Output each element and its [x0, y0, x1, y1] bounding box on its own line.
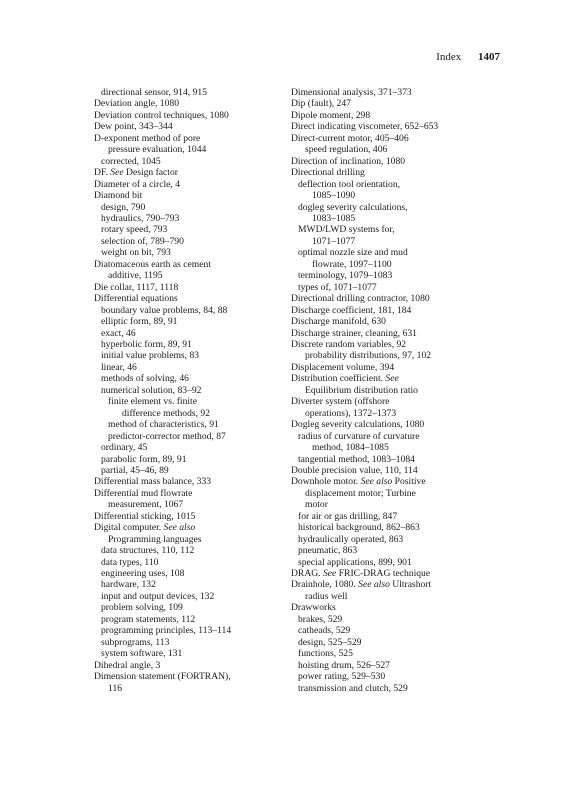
- index-entry-text: Direction of inclination, 1080: [291, 155, 406, 167]
- index-entry-text: flowrate, 1097–1100: [312, 258, 392, 270]
- index-entry: [94, 224, 284, 235]
- index-entry: [94, 579, 284, 590]
- index-entry-text: Downhole motor.: [291, 476, 361, 488]
- index-entry: [291, 431, 491, 442]
- index-entry-text: selection of, 789–790: [101, 235, 184, 247]
- index-entry-text: Differential mud flowrate: [94, 487, 193, 499]
- index-entry-text: transmission and clutch, 529: [298, 682, 408, 694]
- index-entry-text: Equilibrium distribution ratio: [305, 384, 418, 396]
- index-entry: [94, 305, 284, 316]
- index-entry-text: Discharge manifold, 630: [291, 316, 386, 328]
- index-entry-text: Dimensional analysis, 371–373: [291, 87, 412, 98]
- index-entry-text: Distribution coefficient.: [291, 373, 386, 385]
- index-entry: [94, 671, 284, 682]
- index-entry: [94, 247, 284, 258]
- index-entry: [94, 110, 284, 121]
- index-entry-text: hydraulics, 790–793: [101, 212, 180, 224]
- index-entry-text: design, 525–529: [298, 636, 362, 648]
- index-entry: [291, 579, 491, 590]
- page-number: 1407: [478, 51, 500, 63]
- index-entry: [291, 419, 491, 430]
- index-entry-text: Displacement volume, 394: [291, 361, 395, 373]
- index-entry: [291, 328, 491, 339]
- index-entry-text: Discharge strainer, cleaning, 631: [291, 327, 417, 339]
- index-entry-text: Dimension statement (FORTRAN),: [94, 671, 231, 683]
- index-entry-text: Diverter system (offshore: [291, 396, 390, 408]
- index-entry: [291, 602, 491, 613]
- index-entry-text: Differential mass balance, 333: [94, 476, 212, 488]
- index-entry-text: speed regulation, 406: [305, 144, 388, 156]
- index-entry-text: finite element vs. finite: [108, 396, 197, 408]
- index-entry-text: Double precision value, 110, 114: [291, 464, 418, 476]
- index-entry-text: input and output devices, 132: [101, 590, 215, 602]
- index-entry: [291, 373, 491, 384]
- index-entry: [94, 476, 284, 487]
- index-entry-text: exact, 46: [101, 327, 136, 339]
- index-entry: [291, 625, 491, 636]
- index-entry: [291, 133, 491, 144]
- index-entry: [291, 282, 491, 293]
- index-entry-text: operations), 1372–1373: [305, 407, 397, 419]
- index-entry: [94, 362, 284, 373]
- index-entry: [94, 282, 284, 293]
- index-entry-text: hoisting drum, 526–527: [298, 659, 390, 671]
- index-entry-text: for air or gas drilling, 847: [298, 510, 398, 522]
- index-entry: [291, 534, 491, 545]
- index-entry: [291, 442, 491, 453]
- index-entry-text: special applications, 899, 901: [298, 556, 412, 568]
- index-entry: [94, 683, 284, 694]
- index-entry-text: deflection tool orientation,: [298, 178, 401, 190]
- index-entry-text: functions, 525: [298, 648, 353, 660]
- index-entry: [291, 408, 491, 419]
- index-entry-text: difference methods, 92: [122, 407, 211, 419]
- index-entry: [94, 648, 284, 659]
- index-entry-text: 1071–1077: [312, 235, 356, 247]
- index-entry-text: radius well: [305, 590, 348, 602]
- index-entry: [94, 270, 284, 281]
- index-entry-text: numerical solution, 83–92: [101, 384, 202, 396]
- index-entry: [291, 591, 491, 602]
- cross-reference-target: FRIC-DRAG technique: [336, 568, 431, 580]
- index-entry-text: additive, 1195: [108, 270, 163, 282]
- index-entry: [94, 522, 284, 533]
- index-entry: [94, 637, 284, 648]
- index-entry-text: Discrete random variables, 92: [291, 338, 407, 350]
- index-entry-text: Diatomaceous earth as cement: [94, 258, 211, 270]
- index-entry: [291, 316, 491, 327]
- index-entry-text: 116: [108, 682, 123, 694]
- cross-reference-label: See also: [360, 476, 393, 488]
- index-entry: [291, 350, 491, 361]
- index-entry: [94, 396, 284, 407]
- cross-reference-label: See: [110, 167, 124, 179]
- index-entry: [94, 144, 284, 155]
- index-entry-text: DF.: [94, 167, 111, 179]
- index-entry: [291, 671, 491, 682]
- index-entry-text: ordinary, 45: [101, 442, 148, 454]
- index-entry-text: motor: [305, 499, 328, 511]
- index-entry: [291, 568, 491, 579]
- index-entry: [94, 511, 284, 522]
- index-entry: [94, 408, 284, 419]
- index-entry: [94, 454, 284, 465]
- index-entry-text: tangential method, 1083–1084: [298, 453, 415, 465]
- index-entry: [94, 660, 284, 671]
- index-entry-text: design, 790: [101, 201, 146, 213]
- index-entry-text: Die collar, 1117, 1118: [94, 281, 179, 293]
- cross-reference-label: See also: [358, 579, 390, 591]
- cross-reference-target: Design factor: [123, 167, 178, 179]
- index-entry: [94, 121, 284, 132]
- index-entry: [94, 431, 284, 442]
- index-entry-text: MWD/LWD systems for,: [298, 224, 395, 236]
- index-entry: [94, 179, 284, 190]
- index-entry: [291, 98, 491, 109]
- index-entry: [291, 362, 491, 373]
- index-entry: [94, 385, 284, 396]
- running-head: Index: [436, 51, 462, 63]
- index-entry-text: types of, 1071–1077: [298, 281, 377, 293]
- index-entry: [291, 637, 491, 648]
- index-entry: [94, 236, 284, 247]
- index-entry-text: hardware, 132: [101, 579, 156, 591]
- index-entry-text: rotary speed, 793: [101, 224, 168, 236]
- index-entry-text: Differential equations: [94, 293, 178, 305]
- index-entry-text: terminology, 1079–1083: [298, 270, 393, 282]
- index-entry: [94, 488, 284, 499]
- index-entry: [94, 316, 284, 327]
- index-entry: [291, 259, 491, 270]
- index-entry: [94, 602, 284, 613]
- index-entry-text: Dipole moment, 298: [291, 109, 371, 121]
- index-entry: [94, 98, 284, 109]
- index-entry-text: 1085–1090: [312, 190, 356, 202]
- index-entry: [291, 396, 491, 407]
- index-entry: [94, 499, 284, 510]
- index-entry: [94, 373, 284, 384]
- index-entry-text: optimal nozzle size and mud: [298, 247, 408, 259]
- index-entry: [291, 511, 491, 522]
- index-entry-text: engineering uses, 108: [101, 568, 185, 580]
- index-entry-text: boundary value problems, 84, 88: [101, 304, 228, 316]
- cross-reference-target: Ultrashort: [389, 579, 432, 591]
- index-entry-text: method of characteristics, 91: [108, 419, 219, 431]
- index-entry: [94, 591, 284, 602]
- index-entry-text: problem solving, 109: [101, 602, 183, 614]
- index-entry-text: power rating, 529–530: [298, 671, 386, 683]
- index-entry: [94, 350, 284, 361]
- index-entry: [291, 202, 491, 213]
- index-entry: [291, 293, 491, 304]
- index-entry-text: hydraulically operated, 863: [298, 533, 404, 545]
- index-entry: [94, 213, 284, 224]
- index-entry-text: DRAG.: [291, 568, 323, 580]
- index-entry-text: probability distributions, 97, 102: [305, 350, 432, 362]
- index-entry-text: measurement, 1067: [108, 499, 184, 511]
- index-entry: [291, 385, 491, 396]
- index-entry-text: programming principles, 113–114: [101, 625, 232, 637]
- index-entry: [94, 442, 284, 453]
- index-entry-text: linear, 46: [101, 361, 137, 373]
- index-entry-text: corrected, 1045: [101, 155, 161, 167]
- page-header: [0, 50, 500, 64]
- cross-reference-label: See: [385, 373, 399, 385]
- index-entry: [291, 121, 491, 132]
- index-entry-text: pneumatic, 863: [298, 545, 358, 557]
- index-entry-text: weight on bit, 793: [101, 247, 171, 259]
- index-entry: [291, 648, 491, 659]
- index-entry: [291, 190, 491, 201]
- index-entry: [291, 614, 491, 625]
- index-entry-text: Dogleg severity calculations, 1080: [291, 419, 425, 431]
- index-entry: [291, 87, 491, 98]
- index-entry-text: initial value problems, 83: [101, 350, 200, 362]
- index-entry-text: Discharge coefficient, 181, 184: [291, 304, 412, 316]
- index-entry-text: parabolic form, 89, 91: [101, 453, 187, 465]
- index-entry: [94, 545, 284, 556]
- index-entry-text: directional sensor, 914, 915: [101, 87, 207, 98]
- cross-reference-target: Positive: [392, 476, 426, 488]
- index-entry-text: Deviation control techniques, 1080: [94, 109, 229, 121]
- index-entry: [94, 202, 284, 213]
- index-entry-text: predictor-corrector method, 87: [108, 430, 226, 442]
- index-entry-text: D-exponent method of pore: [94, 132, 201, 144]
- index-entry-text: Dip (fault), 247: [291, 98, 351, 110]
- index-entry-text: radius of curvature of curvature: [298, 430, 420, 442]
- index-entry: [291, 110, 491, 121]
- index-entry: [291, 683, 491, 694]
- index-entry: [291, 247, 491, 258]
- index-entry: [291, 305, 491, 316]
- index-entry: [94, 614, 284, 625]
- index-entry: [94, 87, 284, 98]
- index-entry-text: Deviation angle, 1080: [94, 98, 179, 110]
- index-entry: [94, 133, 284, 144]
- index-entry: [291, 179, 491, 190]
- index-entry: [94, 156, 284, 167]
- index-entry: [291, 465, 491, 476]
- index-entry-text: methods of solving, 46: [101, 373, 189, 385]
- index-entry-text: Directional drilling: [291, 167, 365, 179]
- index-entry: [291, 545, 491, 556]
- index-entry: [94, 293, 284, 304]
- index-entry: [291, 660, 491, 671]
- index-entry: [291, 224, 491, 235]
- index-entry-text: Digital computer.: [94, 522, 164, 534]
- index-entry-text: Dihedral angle, 3: [94, 659, 161, 671]
- index-entry-text: pressure evaluation, 1044: [108, 144, 207, 156]
- index-entry: [94, 339, 284, 350]
- index-entry-text: Drainhole, 1080.: [291, 579, 359, 591]
- index-entry-text: Dew point, 343–344: [94, 121, 173, 133]
- index-entry: [291, 270, 491, 281]
- index-entry: [291, 156, 491, 167]
- index-entry: [291, 488, 491, 499]
- index-entry-text: historical background, 862–863: [298, 522, 420, 534]
- index-entry: [94, 167, 284, 178]
- index-entry-text: Diamond bit: [94, 190, 143, 202]
- cross-reference-label: See: [322, 568, 337, 580]
- index-entry: [94, 534, 284, 545]
- index-entry-text: Programming languages: [108, 533, 202, 545]
- index-entry: [291, 454, 491, 465]
- index-entry: [94, 190, 284, 201]
- index-entry: [291, 144, 491, 155]
- index-entry-text: Direct indicating viscometer, 652–653: [291, 121, 439, 133]
- index-entry: [291, 476, 491, 487]
- index-entry: [291, 236, 491, 247]
- index-entry-text: program statements, 112: [101, 613, 196, 625]
- index-entry: [291, 213, 491, 224]
- index-entry: [94, 259, 284, 270]
- index-entry: [94, 328, 284, 339]
- index-entry: [291, 167, 491, 178]
- index-entry: [291, 499, 491, 510]
- index-entry-text: partial, 45–46, 89: [101, 464, 169, 476]
- index-entry-text: Direct-current motor, 405–406: [291, 132, 409, 144]
- index-entry: [94, 557, 284, 568]
- index-entry-text: 1083–1085: [312, 212, 356, 224]
- index-entry-text: dogleg severity calculations,: [298, 201, 408, 213]
- cross-reference-label: See also: [163, 522, 196, 534]
- index-entry-text: data structures, 110, 112: [101, 545, 195, 557]
- index-entry-text: method, 1084–1085: [312, 442, 389, 454]
- index-entry-text: Diameter of a circle, 4: [94, 178, 181, 190]
- index-entry-text: Differential sticking, 1015: [94, 510, 196, 522]
- index-entry-text: data types, 110: [101, 556, 159, 568]
- index-entry-text: brakes, 529: [298, 613, 343, 625]
- index-entry: [94, 465, 284, 476]
- index-entry: [94, 625, 284, 636]
- index-entry-text: Directional drilling contractor, 1080: [291, 293, 430, 305]
- index-entry: [94, 568, 284, 579]
- index-entry-text: system software, 131: [101, 648, 183, 660]
- index-entry-text: displacement motor; Turbine: [305, 487, 416, 499]
- index-entry: [291, 339, 491, 350]
- index-entry-text: hyperbolic form, 89, 91: [101, 338, 192, 350]
- index-entry: [291, 522, 491, 533]
- index-entry-text: catheads, 529: [298, 625, 351, 637]
- index-entry-text: Drawworks: [291, 602, 336, 614]
- index-column-left: [94, 87, 284, 694]
- index-column-right: [291, 87, 491, 694]
- index-entry: [94, 419, 284, 430]
- index-entry-text: elliptic form, 89, 91: [101, 316, 178, 328]
- index-entry-text: subprograms, 113: [101, 636, 170, 648]
- index-entry: [291, 557, 491, 568]
